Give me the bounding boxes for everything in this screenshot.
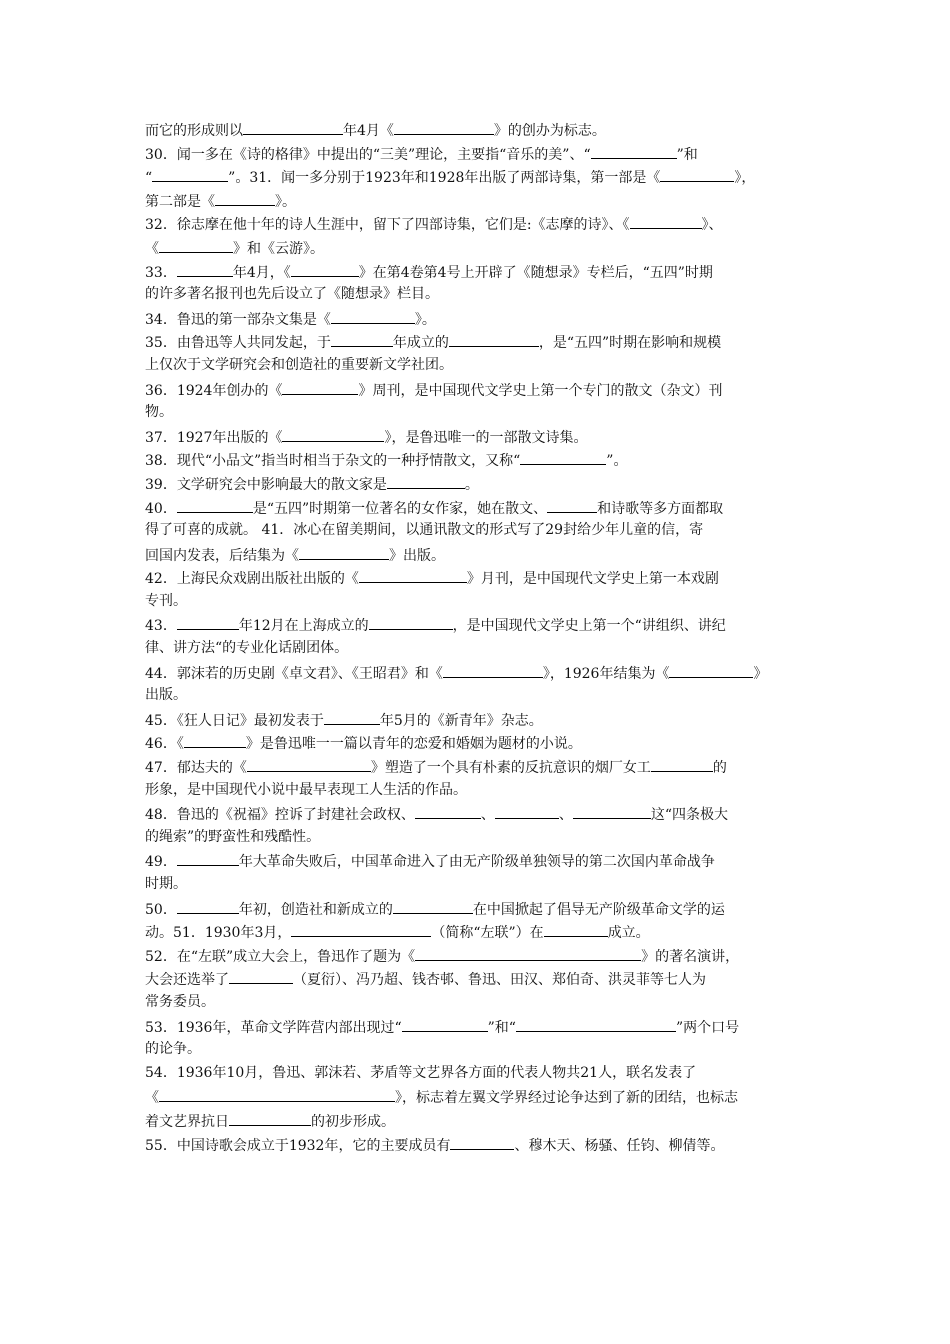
text-segment: 。 bbox=[464, 476, 479, 493]
text-segment: 》，1926年结集为《 bbox=[542, 665, 670, 682]
text-segment: 35．由鲁迅等人共同发起，于 bbox=[145, 335, 331, 352]
text-segment: “ bbox=[145, 170, 153, 187]
text-line bbox=[145, 802, 810, 826]
text-line bbox=[145, 472, 810, 496]
answer-blank bbox=[215, 189, 275, 206]
text-segment: 53．1936年，革命文学阵营内部出现过“ bbox=[145, 1019, 402, 1036]
text-segment: 时期。 bbox=[145, 876, 187, 892]
text-segment: 年4月《 bbox=[343, 123, 394, 139]
text-line bbox=[145, 543, 810, 567]
text-line bbox=[145, 189, 810, 213]
text-segment: 》，标志着左翼文学界经过论争达到了新的团结，也标志 bbox=[395, 1090, 738, 1107]
answer-blank bbox=[229, 1109, 311, 1126]
text-segment: 52．在“左联”成立大会上，鲁迅作了题为《 bbox=[145, 948, 416, 965]
text-segment: 》。 bbox=[275, 193, 296, 210]
text-line bbox=[145, 1038, 810, 1062]
answer-blank bbox=[159, 236, 233, 253]
text-segment: 年12月在上海成立的 bbox=[238, 618, 369, 635]
text-segment: 上仅次于文学研究会和创造社的重要新文学社团。 bbox=[145, 356, 453, 373]
answer-blank bbox=[450, 1133, 514, 1150]
text-segment: 47．郁达夫的《 bbox=[145, 760, 247, 777]
text-segment: 的许多著名报刊也先后设立了《随想录》栏目。 bbox=[145, 286, 439, 303]
text-segment: 专刊。 bbox=[145, 592, 187, 609]
answer-blank bbox=[177, 849, 239, 866]
text-segment: 》的著名演讲， bbox=[641, 948, 740, 965]
text-segment: 常务委员。 bbox=[145, 993, 215, 1010]
answer-blank bbox=[291, 260, 359, 277]
text-segment: 的绳索”的野蛮性和残酷性。 bbox=[145, 828, 321, 845]
text-segment: 33． bbox=[145, 264, 177, 281]
text-segment: 36．1924年创办的《 bbox=[145, 382, 283, 399]
answer-blank bbox=[449, 330, 539, 347]
text-segment: 《 bbox=[145, 1090, 159, 1107]
answer-blank bbox=[177, 613, 239, 630]
text-segment: 、 bbox=[480, 807, 495, 824]
text-segment: ，是“五四”时期在影响和规模 bbox=[538, 335, 722, 352]
text-line bbox=[145, 378, 810, 402]
text-segment: 》 bbox=[753, 665, 768, 682]
text-line bbox=[145, 354, 810, 378]
text-line bbox=[145, 401, 810, 425]
answer-blank bbox=[177, 897, 239, 914]
text-line bbox=[145, 1109, 810, 1133]
text-segment: 38．现代“小品文”指当时相当于杂文的一种抒情散文，又称“ bbox=[145, 453, 521, 470]
text-segment: ，是中国现代文学史上第一个“讲组织、讲纪 bbox=[452, 618, 726, 635]
text-segment: 而它的形成则以 bbox=[145, 123, 243, 139]
text-line bbox=[145, 330, 810, 354]
answer-blank bbox=[443, 661, 543, 678]
text-segment: 年5月的《新青年》杂志。 bbox=[379, 712, 543, 729]
answer-blank bbox=[660, 165, 734, 182]
text-segment: 39．文学研究会中影响最大的散文家是 bbox=[145, 476, 387, 493]
text-segment: 》在第4卷第4号上开辟了《随想录》专栏后，“五四”时期 bbox=[358, 264, 713, 281]
text-line bbox=[145, 212, 810, 236]
answer-blank bbox=[630, 212, 702, 229]
text-segment: 的 bbox=[712, 760, 727, 777]
text-segment: 在中国掀起了倡导无产阶级革命文学的运 bbox=[472, 901, 725, 918]
answer-blank bbox=[415, 802, 481, 819]
text-segment: 55．中国诗歌会成立于1932年，它的主要成员有 bbox=[145, 1137, 451, 1154]
text-line bbox=[145, 731, 810, 755]
text-segment: 、穆木天、杨骚、任钧、柳倩等。 bbox=[514, 1137, 725, 1154]
text-segment: 年大革命失败后，中国革命进入了由无产阶级单独领导的第二次国内革命战争 bbox=[238, 854, 715, 871]
text-line bbox=[145, 637, 810, 661]
text-line bbox=[145, 1133, 810, 1157]
text-segment: 是“五四”时期第一位著名的女作家，她在散文、 bbox=[252, 500, 548, 517]
text-segment: 年初，创造社和新成立的 bbox=[238, 901, 393, 918]
answer-blank bbox=[402, 1015, 488, 1032]
text-segment: 30．闻一多在《诗的格律》中提出的“三美”理论，主要指“音乐的美”、“ bbox=[145, 146, 591, 163]
text-segment: 》和《云游》。 bbox=[233, 240, 324, 257]
answer-blank bbox=[324, 708, 380, 725]
text-line bbox=[145, 590, 810, 614]
text-segment: 着文艺界抗日 bbox=[145, 1113, 229, 1130]
document-page bbox=[145, 118, 810, 1156]
text-line bbox=[145, 260, 810, 284]
text-line bbox=[145, 826, 810, 850]
text-segment: 34．鲁迅的第一部杂文集是《 bbox=[145, 311, 331, 328]
text-segment: 第二部是《 bbox=[145, 193, 215, 210]
answer-blank bbox=[651, 755, 713, 772]
answer-blank bbox=[520, 448, 606, 465]
text-segment: 出版。 bbox=[145, 687, 187, 704]
text-segment: 54．1936年10月，鲁迅、郭沫若、茅盾等文艺界各方面的代表人物共21人，联名发表了 bbox=[145, 1064, 697, 1081]
text-segment: ”和“ bbox=[487, 1019, 516, 1036]
text-line bbox=[145, 307, 810, 331]
answer-blank bbox=[159, 1085, 395, 1102]
text-line bbox=[145, 779, 810, 803]
text-line bbox=[145, 897, 810, 921]
text-segment: 成立。 bbox=[607, 925, 650, 942]
text-segment: 年成立的 bbox=[392, 335, 449, 352]
answer-blank bbox=[177, 260, 233, 277]
text-segment: 》是鲁迅唯一一篇以青年的恋爱和婚姻为题材的小说。 bbox=[245, 736, 582, 753]
text-line bbox=[145, 967, 810, 991]
text-segment: 40． bbox=[145, 500, 177, 517]
answer-blank bbox=[152, 165, 228, 182]
answer-blank bbox=[247, 755, 371, 772]
text-line bbox=[145, 1085, 810, 1109]
text-segment: 42．上海民众戏剧出版社出版的《 bbox=[145, 571, 359, 588]
answer-blank bbox=[393, 897, 473, 914]
text-segment: 得了可喜的成就。 41．冰心在留美期间，以通讯散文的形式写了29封给少年儿童的信，寄 bbox=[145, 522, 704, 539]
text-segment: 》塑造了一个具有朴素的反抗意识的烟厂女工 bbox=[370, 760, 651, 777]
text-segment: 44．郭沫若的历史剧《卓文君》、《王昭君》和《 bbox=[145, 665, 443, 682]
answer-blank bbox=[359, 566, 467, 583]
text-line bbox=[145, 566, 810, 590]
text-segment: 32．徐志摩在他十年的诗人生涯中，留下了四部诗集，它们是:《志摩的诗》、《 bbox=[145, 217, 630, 234]
answer-blank bbox=[495, 802, 559, 819]
answer-blank bbox=[387, 472, 465, 489]
text-segment: 和诗歌等多方面都取 bbox=[597, 500, 724, 517]
text-line bbox=[145, 165, 810, 189]
text-segment: 》月刊，是中国现代文学史上第一本戏剧 bbox=[466, 571, 719, 588]
text-segment: 动。51．1930年3月， bbox=[145, 925, 292, 942]
text-line bbox=[145, 684, 810, 708]
text-segment: 46．《 bbox=[145, 736, 184, 753]
text-line bbox=[145, 920, 810, 944]
answer-blank bbox=[516, 1015, 676, 1032]
text-segment: 49． bbox=[145, 854, 177, 871]
answer-blank bbox=[177, 496, 253, 513]
text-segment: 物。 bbox=[145, 404, 173, 421]
answer-blank bbox=[415, 944, 641, 961]
text-segment: 这“四条极大 bbox=[650, 807, 728, 824]
text-segment: 》、 bbox=[701, 217, 723, 234]
text-segment: 37．1927年出版的《 bbox=[145, 429, 283, 446]
answer-blank bbox=[299, 543, 389, 560]
text-segment: 年4月，《 bbox=[232, 264, 291, 281]
answer-blank bbox=[544, 920, 608, 937]
text-line bbox=[145, 873, 810, 897]
text-line bbox=[145, 118, 810, 142]
text-segment: 》的创办为标志。 bbox=[493, 123, 606, 139]
text-line bbox=[145, 755, 810, 779]
text-segment: 律、讲方法“的专业化话剧团体。 bbox=[145, 640, 349, 657]
text-segment: ”和 bbox=[676, 146, 698, 163]
text-segment: ”。31．闻一多分别于1923年和1928年出版了两部诗集，第一部是《 bbox=[228, 170, 661, 187]
text-segment: 》，是鲁迅唯一的一部散文诗集。 bbox=[384, 429, 588, 446]
text-line bbox=[145, 1015, 810, 1039]
text-segment: 《 bbox=[145, 240, 159, 257]
text-segment: 》出版。 bbox=[389, 547, 445, 564]
answer-blank bbox=[547, 496, 597, 513]
answer-blank bbox=[331, 330, 393, 347]
text-line bbox=[145, 849, 810, 873]
text-line bbox=[145, 496, 810, 520]
text-line bbox=[145, 425, 810, 449]
answer-blank bbox=[394, 118, 494, 135]
text-segment: 》。 bbox=[414, 311, 436, 328]
answer-blank bbox=[229, 967, 293, 984]
answer-blank bbox=[282, 425, 384, 442]
text-line bbox=[145, 708, 810, 732]
text-segment: 43． bbox=[145, 618, 177, 635]
text-line bbox=[145, 236, 810, 260]
text-segment: 45．《狂人日记》最初发表于 bbox=[145, 712, 324, 729]
text-line bbox=[145, 519, 810, 543]
answer-blank bbox=[291, 920, 431, 937]
text-segment: （夏衍）、冯乃超、钱杏邨、鲁迅、田汉、郑伯奇、洪灵菲等七人为 bbox=[293, 972, 706, 989]
text-line bbox=[145, 448, 810, 472]
text-segment: 的初步形成。 bbox=[311, 1113, 395, 1130]
text-segment: 形象，是中国现代小说中最早表现工人生活的作品。 bbox=[145, 781, 467, 798]
text-segment: 》周刊，是中国现代文学史上第一个专门的散文（杂文）刊 bbox=[358, 382, 723, 399]
answer-blank bbox=[331, 307, 415, 324]
text-line bbox=[145, 142, 810, 166]
answer-blank bbox=[573, 802, 651, 819]
text-segment: 的论争。 bbox=[145, 1041, 201, 1058]
text-segment: 大会还选举了 bbox=[145, 972, 229, 989]
text-segment: 50． bbox=[145, 901, 177, 918]
text-line bbox=[145, 613, 810, 637]
answer-blank bbox=[669, 661, 753, 678]
text-segment: ”。 bbox=[606, 453, 628, 470]
answer-blank bbox=[369, 613, 453, 630]
text-line bbox=[145, 661, 810, 685]
text-segment: ”两个口号 bbox=[675, 1019, 740, 1036]
text-line bbox=[145, 1062, 810, 1086]
text-segment: 48．鲁迅的《祝福》控诉了封建社会政权、 bbox=[145, 807, 415, 824]
answer-blank bbox=[591, 142, 677, 159]
text-line bbox=[145, 991, 810, 1015]
text-segment: 回国内发表，后结集为《 bbox=[145, 547, 299, 564]
text-segment: 》， bbox=[734, 170, 756, 187]
answer-blank bbox=[184, 731, 246, 748]
text-line bbox=[145, 283, 810, 307]
answer-blank bbox=[282, 378, 358, 395]
answer-blank bbox=[243, 118, 343, 135]
text-segment: （简称“左联”）在 bbox=[431, 925, 544, 942]
text-line bbox=[145, 944, 810, 968]
text-segment: 、 bbox=[558, 807, 573, 824]
